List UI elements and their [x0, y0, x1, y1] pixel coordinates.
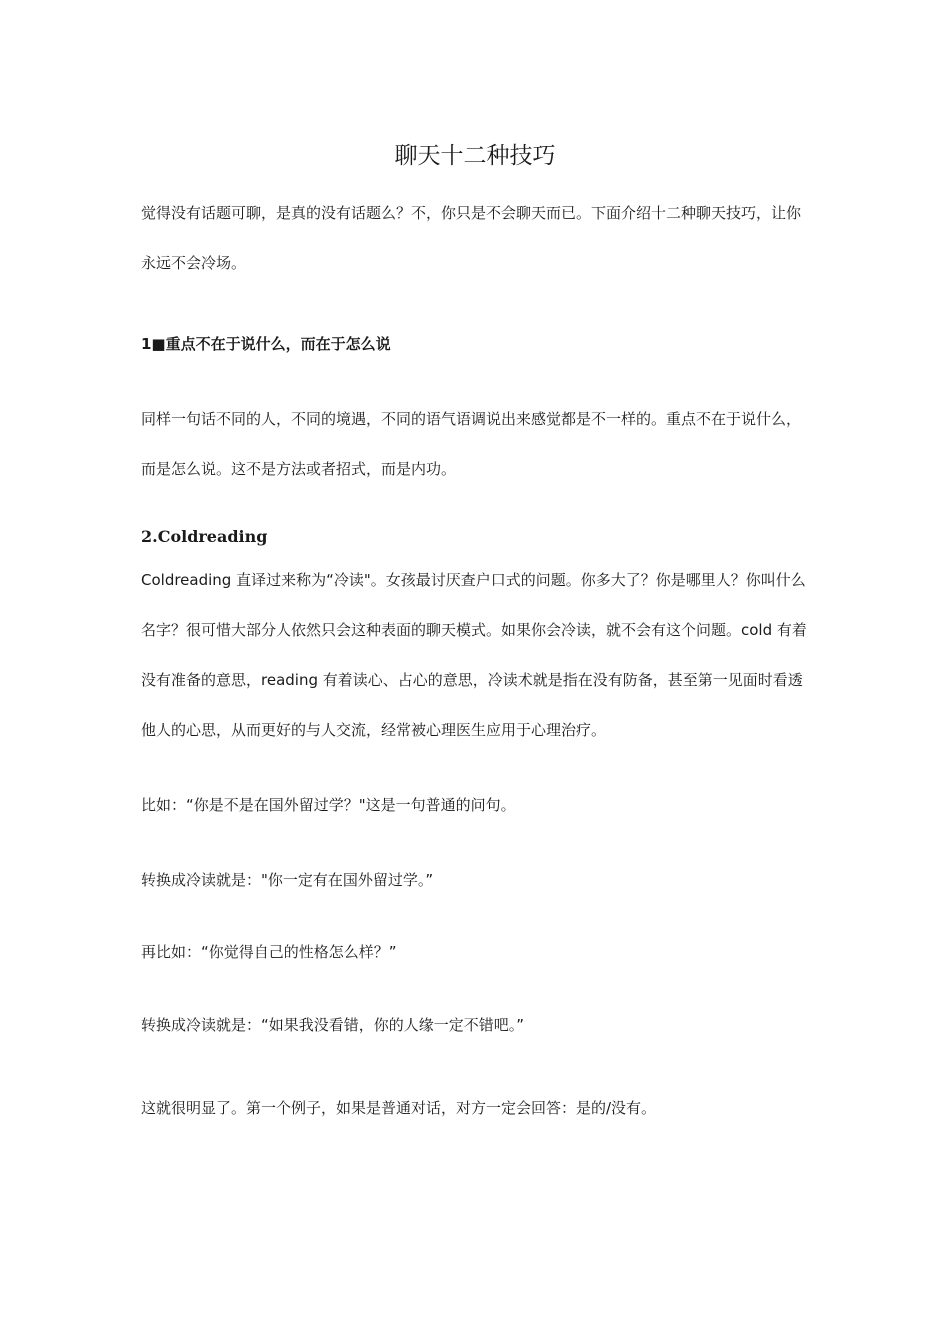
cold-reading-conversion-1: 转换成冷读就是："你一定有在国外留过学。” — [141, 871, 434, 889]
section-1-body: 同样一句话不同的人，不同的境遇，不同的语气语调说出来感觉都是不一样的。重点不在于说什么，而是怎么说。这不是方法或者招式，而是内功。 — [141, 410, 802, 478]
section-2-heading: 2.Coldreading — [141, 527, 268, 546]
section-2-body: Coldreading 直译过来称为“冷读"。女孩最讨厌查户口式的问题。你多大了？你是哪里人？你叫什么名字？很可惜大部分人依然只会这种表面的聊天模式。如果你会冷读，就不会有这个问题。cold 有着没有准备的意思，reading 有着读心、占心的意思，冷读术就是指在没有防备，甚至第一见面时看透他人的心思，从而更好的与人交流，经常被心理医生应用于心理治疗。 — [141, 571, 807, 739]
cold-reading-conversion-2: 转换成冷读就是：“如果我没看错，你的人缘一定不错吧。” — [141, 1016, 525, 1034]
example-1: 比如：“你是不是在国外留过学？"这是一句普通的问句。 — [141, 796, 516, 814]
intro-paragraph: 觉得没有话题可聊，是真的没有话题么？不，你只是不会聊天而已。下面介绍十二种聊天技巧，让你永远不会冷场。 — [141, 204, 802, 272]
example-2: 再比如：“你觉得自己的性格怎么样？” — [141, 943, 397, 961]
conclusion-paragraph: 这就很明显了。第一个例子，如果是普通对话，对方一定会回答：是的/没有。 — [141, 1099, 657, 1117]
document-title: 聊天十二种技巧 — [394, 143, 556, 169]
section-1-heading: 1■重点不在于说什么，而在于怎么说 — [141, 335, 391, 353]
